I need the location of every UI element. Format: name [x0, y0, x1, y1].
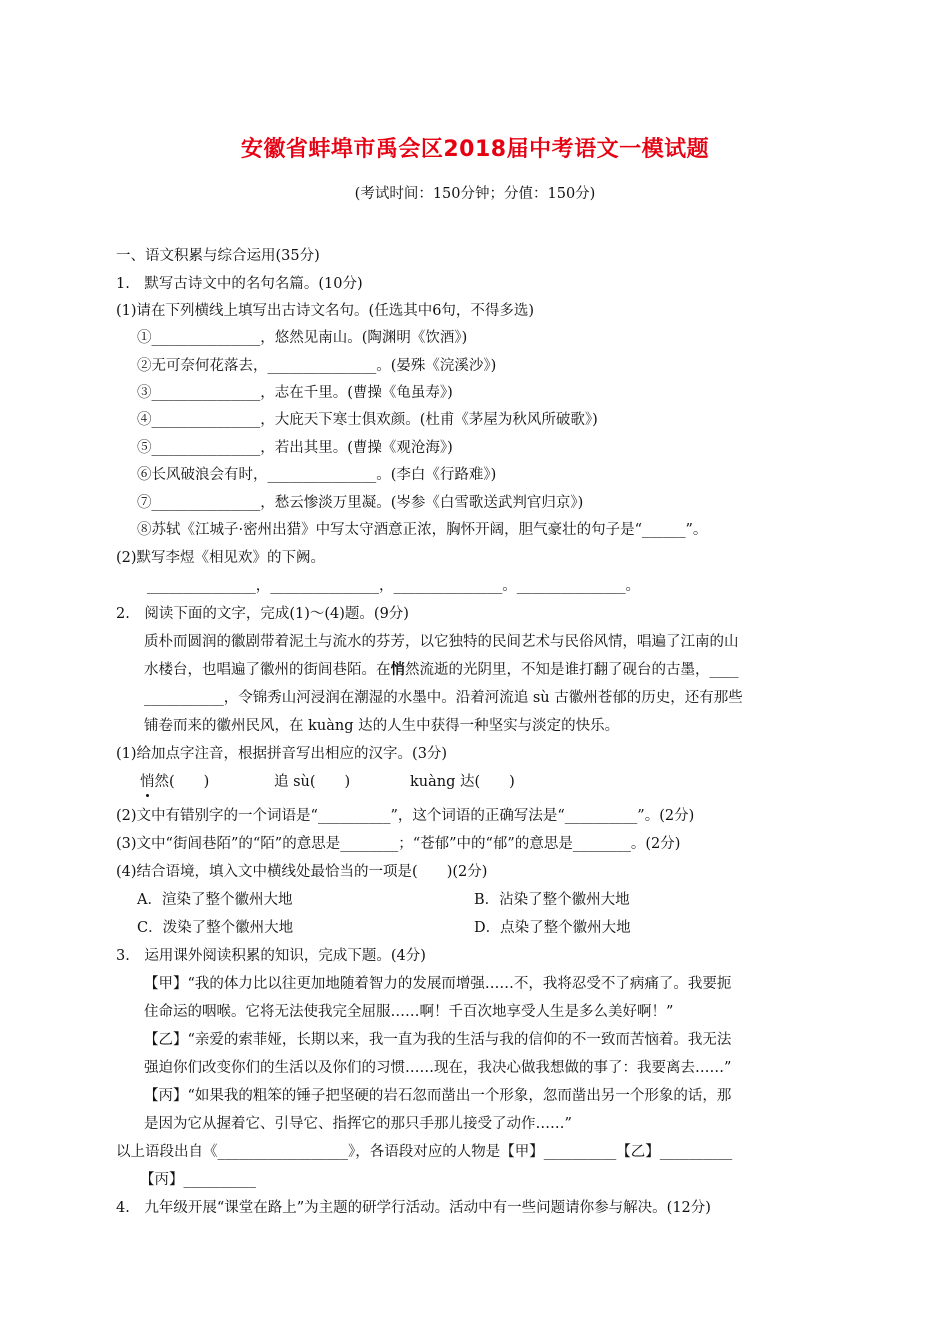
section-heading: 一、语文积累与综合运用(35分): [116, 248, 320, 264]
q3-line-4: 强迫你们改变你们的生活以及你们的习惯……现在，我决心做我想做的事了：我要离去……”: [144, 1060, 732, 1076]
q3-line-6: 是因为它从握着它、引导它、指挥它的那只手那儿接受了动作……”: [144, 1116, 572, 1132]
pinyin-item-3: kuàng 达( ): [410, 774, 515, 790]
dotted-character: 悄: [140, 774, 155, 790]
q2-passage-line-4: 铺卷而来的徽州民风，在 kuàng 达的人生中获得一种坚实与淡定的快乐。: [144, 718, 620, 734]
q2-passage-line-2-text: 水楼台，也唱遍了徽州的街闾巷陌。在: [144, 662, 391, 678]
q2-sub-2: (2)文中有错别字的一个词语是“__________”，这个词语的正确写法是“__________”。(2分): [116, 808, 695, 824]
exam-info: (考试时间：150分钟；分值：150分): [354, 186, 596, 202]
q3-line-2: 住命运的咽喉。它将无法使我完全屈服……啊！千百次地享受人生是多么美好啊！”: [144, 1004, 674, 1020]
q1-part2-blanks: _______________，_______________，_______________。_______________。: [147, 578, 640, 594]
pinyin-item-1: [140, 772, 209, 792]
q2-passage-line-2-rest: 然流逝的光阴里，不知是谁打翻了砚台的古墨，____: [405, 662, 739, 678]
q3-answer-line: 以上语段出自《__________________》，各语段对应的人物是【甲】__________【乙】__________: [116, 1144, 733, 1160]
q1-item-4: ④_______________，大庇天下寒士俱欢颜。(杜甫《茅屋为秋风所破歌》): [137, 412, 598, 428]
q2-passage-line-1: 质朴而圆润的徽剧带着泥土与流水的芬芳，以它独特的民间艺术与民俗风情，唱遍了江南的山: [144, 634, 739, 650]
q3-line-3: 【乙】“亲爱的索菲娅，长期以来，我一直为我的生活与我的信仰的不一致而苦恼着。我无法: [144, 1032, 732, 1048]
question-2-heading: 2. 阅读下面的文字，完成(1)～(4)题。(9分): [116, 606, 409, 622]
q1-item-3: ③_______________，志在千里。(曹操《龟虽寿》): [137, 385, 453, 401]
q1-item-5: ⑤_______________，若出其里。(曹操《观沧海》): [137, 440, 453, 456]
q2-sub-3: (3)文中“街闾巷陌”的“陌”的意思是________；“苍郁”中的“郁”的意思是________。(2分): [116, 836, 681, 852]
pinyin-item-1-blank: 然( ): [154, 774, 210, 790]
q3-line-1: 【甲】“我的体力比以往更加地随着智力的发展而增强……不，我将忍受不了病痛了。我要扼: [144, 976, 732, 992]
q1-item-7: ⑦_______________，愁云惨淡万里凝。(岑参《白雪歌送武判官归京》): [137, 495, 584, 511]
q3-line-5: 【丙】“如果我的粗笨的锤子把坚硬的岩石忽而凿出一个形象，忽而凿出另一个形象的话，那: [144, 1088, 732, 1104]
q2-sub-4: (4)结合语境，填入文中横线处最恰当的一项是( )(2分): [116, 864, 488, 880]
q1-part2-instruction: (2)默写李煜《相见欢》的下阙。: [116, 550, 326, 566]
bold-character: 悄: [390, 661, 405, 678]
q2-sub-1: (1)给加点字注音，根据拼音写出相应的汉字。(3分): [116, 746, 448, 762]
q2-passage-line-2: [144, 660, 739, 680]
option-b: B．沾染了整个徽州大地: [474, 892, 630, 908]
q1-part1-instruction: (1)请在下列横线上填写出古诗文名句。(任选其中6句，不得多选): [116, 303, 535, 319]
page-title: 安徽省蚌埠市禹会区2018届中考语文一模试题: [240, 137, 710, 162]
option-c: C．泼染了整个徽州大地: [137, 920, 294, 936]
q1-item-6: ⑥长风破浪会有时，_______________。(李白《行路难》): [137, 467, 497, 483]
q1-item-1: ①_______________，悠然见南山。(陶渊明《饮酒》): [137, 330, 468, 346]
q1-item-2: ②无可奈何花落去，_______________。(晏殊《浣溪沙》): [137, 358, 497, 374]
option-d: D．点染了整个徽州大地: [474, 920, 631, 936]
option-a: A．渲染了整个徽州大地: [137, 892, 293, 908]
question-3-heading: 3. 运用课外阅读积累的知识，完成下题。(4分): [116, 948, 426, 964]
question-4-heading: 4. 九年级开展“课堂在路上”为主题的研学行活动。活动中有一些问题请你参与解决。(12分): [116, 1200, 711, 1216]
q2-passage-line-3: ___________，令锦秀山河浸润在潮湿的水墨中。沿着河流追 sù 古徽州苍郁的历史，还有那些: [144, 690, 743, 706]
q3-answer-line-2: 【丙】__________: [140, 1172, 256, 1188]
q1-item-8: ⑧苏轼《江城子·密州出猎》中写太守酒意正浓，胸怀开阔，胆气豪壮的句子是“______”。: [137, 522, 708, 538]
question-1-heading: 1. 默写古诗文中的名句名篇。(10分): [116, 276, 363, 292]
pinyin-item-2: 追 sù( ): [274, 774, 351, 790]
